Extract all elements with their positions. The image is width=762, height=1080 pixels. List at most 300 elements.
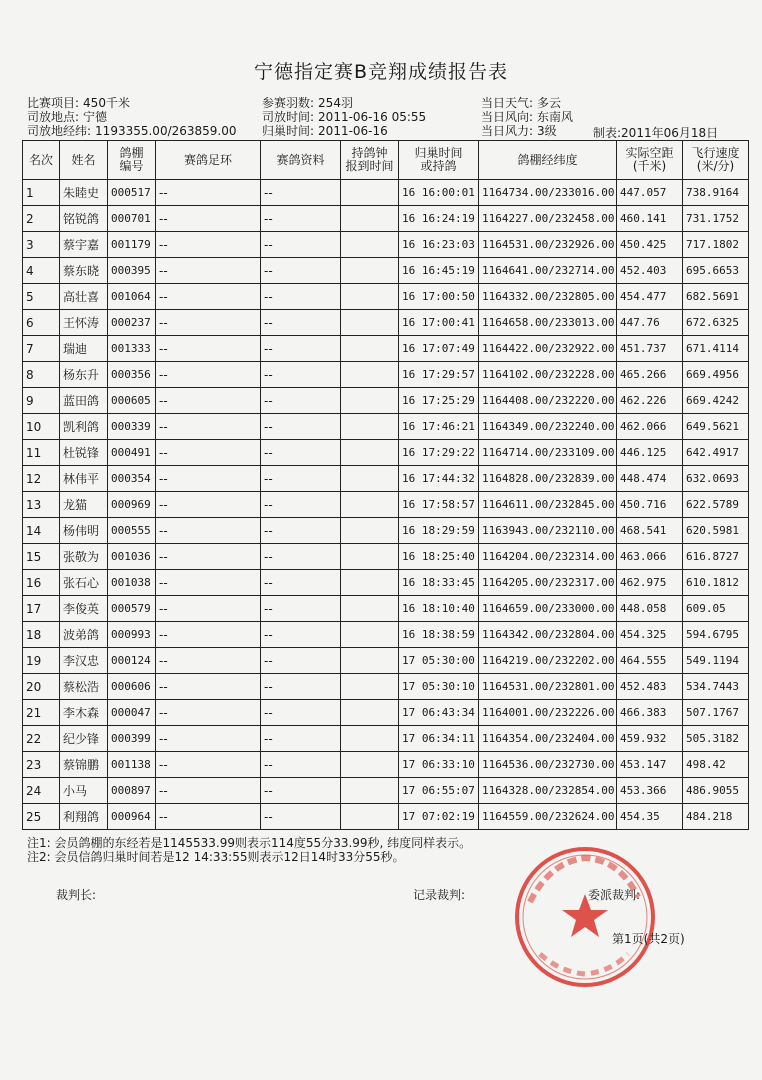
cell-arrival-time: 16 17:00:41 xyxy=(399,310,479,336)
header-info: 赛鸽资料 xyxy=(261,141,341,180)
cell-distance: 462.226 xyxy=(617,388,683,414)
cell-speed: 649.5621 xyxy=(683,414,749,440)
cell-distance: 451.737 xyxy=(617,336,683,362)
cell-info: -- xyxy=(261,648,341,674)
cell-distance: 460.141 xyxy=(617,206,683,232)
table-row xyxy=(23,258,749,284)
header-loft-id: 鸽棚 编号 xyxy=(108,141,156,180)
cell-info: -- xyxy=(261,440,341,466)
delegate-referee-label: 委派裁判: xyxy=(588,888,641,902)
cell-rank: 4 xyxy=(23,258,60,284)
cell-clock-time xyxy=(341,362,399,388)
cell-distance: 452.483 xyxy=(617,674,683,700)
cell-info: -- xyxy=(261,180,341,206)
cell-arrival-time: 16 16:24:19 xyxy=(399,206,479,232)
cell-name: 张敬为 xyxy=(60,544,108,570)
cell-clock-time xyxy=(341,492,399,518)
header-loft-coord: 鸽棚经纬度 xyxy=(479,141,617,180)
wind-direction-label: 当日风向: xyxy=(481,110,534,124)
cell-loft-coord: 1164559.00/232624.00 xyxy=(479,804,617,830)
header-name: 姓名 xyxy=(60,141,108,180)
table-row xyxy=(23,804,749,830)
cell-distance: 448.474 xyxy=(617,466,683,492)
cell-loft-coord: 1164205.00/232317.00 xyxy=(479,570,617,596)
table-row xyxy=(23,336,749,362)
table-row xyxy=(23,622,749,648)
cell-clock-time xyxy=(341,310,399,336)
cell-distance: 463.066 xyxy=(617,544,683,570)
entries-label: 参赛羽数: xyxy=(262,96,315,110)
cell-arrival-time: 17 07:02:19 xyxy=(399,804,479,830)
table-row xyxy=(23,752,749,778)
cell-loft-id: 000339 xyxy=(108,414,156,440)
cell-arrival-time: 16 17:25:29 xyxy=(399,388,479,414)
cell-ring: -- xyxy=(156,804,261,830)
cell-info: -- xyxy=(261,310,341,336)
cell-clock-time xyxy=(341,544,399,570)
time-info-column xyxy=(262,96,426,138)
cell-info: -- xyxy=(261,414,341,440)
cell-info: -- xyxy=(261,492,341,518)
cell-speed: 738.9164 xyxy=(683,180,749,206)
cell-speed: 484.218 xyxy=(683,804,749,830)
cell-rank: 1 xyxy=(23,180,60,206)
cell-name: 纪少锋 xyxy=(60,726,108,752)
header-distance: 实际空距 (千米) xyxy=(617,141,683,180)
cell-distance: 446.125 xyxy=(617,440,683,466)
cell-speed: 498.42 xyxy=(683,752,749,778)
event-label: 比赛项目: xyxy=(27,96,80,110)
cell-rank: 17 xyxy=(23,596,60,622)
cell-loft-id: 001064 xyxy=(108,284,156,310)
cell-loft-coord: 1164714.00/233109.00 xyxy=(479,440,617,466)
cell-clock-time xyxy=(341,466,399,492)
cell-ring: -- xyxy=(156,206,261,232)
cell-info: -- xyxy=(261,336,341,362)
table-row xyxy=(23,232,749,258)
table-row xyxy=(23,518,749,544)
cell-arrival-time: 17 06:55:07 xyxy=(399,778,479,804)
table-row xyxy=(23,206,749,232)
cell-name: 杨东升 xyxy=(60,362,108,388)
cell-loft-coord: 1164204.00/232314.00 xyxy=(479,544,617,570)
cell-clock-time xyxy=(341,440,399,466)
header-ring: 赛鸽足环 xyxy=(156,141,261,180)
cell-arrival-time: 17 06:33:10 xyxy=(399,752,479,778)
cell-rank: 9 xyxy=(23,388,60,414)
table-row xyxy=(23,778,749,804)
cell-distance: 447.76 xyxy=(617,310,683,336)
cell-loft-id: 001036 xyxy=(108,544,156,570)
cell-name: 杜锐锋 xyxy=(60,440,108,466)
return-time-value: 2011-06-16 xyxy=(318,124,388,138)
cell-distance: 448.058 xyxy=(617,596,683,622)
cell-clock-time xyxy=(341,622,399,648)
cell-loft-coord: 1164536.00/232730.00 xyxy=(479,752,617,778)
cell-speed: 717.1802 xyxy=(683,232,749,258)
cell-arrival-time: 16 18:10:40 xyxy=(399,596,479,622)
cell-ring: -- xyxy=(156,674,261,700)
cell-arrival-time: 16 16:23:03 xyxy=(399,232,479,258)
table-row xyxy=(23,596,749,622)
cell-ring: -- xyxy=(156,232,261,258)
cell-ring: -- xyxy=(156,544,261,570)
cell-rank: 3 xyxy=(23,232,60,258)
cell-rank: 19 xyxy=(23,648,60,674)
header-arrival-time: 归巢时间 或持鸽 xyxy=(399,141,479,180)
cell-clock-time xyxy=(341,596,399,622)
cell-loft-coord: 1164342.00/232804.00 xyxy=(479,622,617,648)
cell-distance: 464.555 xyxy=(617,648,683,674)
cell-arrival-time: 16 18:33:45 xyxy=(399,570,479,596)
header-clock-time: 持鸽钟 报到时间 xyxy=(341,141,399,180)
cell-arrival-time: 17 05:30:10 xyxy=(399,674,479,700)
cell-rank: 7 xyxy=(23,336,60,362)
made-date-label: 制表: xyxy=(593,126,622,140)
cell-distance: 454.325 xyxy=(617,622,683,648)
table-row xyxy=(23,440,749,466)
return-time-label: 归巢时间: xyxy=(262,124,315,138)
cell-loft-id: 001038 xyxy=(108,570,156,596)
cell-loft-id: 000395 xyxy=(108,258,156,284)
report-title: 宁德指定赛B竞翔成绩报告表 xyxy=(253,61,509,83)
cell-info: -- xyxy=(261,674,341,700)
cell-ring: -- xyxy=(156,440,261,466)
table-row xyxy=(23,544,749,570)
cell-loft-id: 000969 xyxy=(108,492,156,518)
cell-ring: -- xyxy=(156,622,261,648)
race-info-column xyxy=(27,96,237,138)
cell-info: -- xyxy=(261,518,341,544)
cell-loft-id: 001179 xyxy=(108,232,156,258)
cell-loft-id: 001138 xyxy=(108,752,156,778)
cell-loft-id: 000605 xyxy=(108,388,156,414)
cell-loft-id: 000517 xyxy=(108,180,156,206)
release-time-value: 2011-06-16 05:55 xyxy=(318,110,427,124)
table-row xyxy=(23,570,749,596)
results-table xyxy=(22,140,749,830)
cell-loft-id: 000964 xyxy=(108,804,156,830)
cell-clock-time xyxy=(341,206,399,232)
cell-loft-id: 000491 xyxy=(108,440,156,466)
cell-distance: 466.383 xyxy=(617,700,683,726)
cell-rank: 16 xyxy=(23,570,60,596)
cell-ring: -- xyxy=(156,180,261,206)
cell-loft-id: 000701 xyxy=(108,206,156,232)
release-site-value: 宁德 xyxy=(83,110,108,124)
cell-loft-id: 000897 xyxy=(108,778,156,804)
cell-rank: 24 xyxy=(23,778,60,804)
cell-ring: -- xyxy=(156,310,261,336)
cell-speed: 632.0693 xyxy=(683,466,749,492)
cell-loft-coord: 1164641.00/232714.00 xyxy=(479,258,617,284)
table-row xyxy=(23,674,749,700)
cell-name: 朱睦史 xyxy=(60,180,108,206)
cell-ring: -- xyxy=(156,362,261,388)
cell-arrival-time: 16 16:45:19 xyxy=(399,258,479,284)
cell-clock-time xyxy=(341,258,399,284)
cell-distance: 465.266 xyxy=(617,362,683,388)
cell-distance: 453.147 xyxy=(617,752,683,778)
cell-distance: 447.057 xyxy=(617,180,683,206)
cell-loft-id: 000354 xyxy=(108,466,156,492)
table-row xyxy=(23,362,749,388)
cell-info: -- xyxy=(261,388,341,414)
table-row xyxy=(23,388,749,414)
weather-info-column xyxy=(481,96,573,138)
cell-loft-coord: 1164349.00/232240.00 xyxy=(479,414,617,440)
cell-distance: 462.066 xyxy=(617,414,683,440)
cell-ring: -- xyxy=(156,284,261,310)
cell-clock-time xyxy=(341,284,399,310)
cell-rank: 18 xyxy=(23,622,60,648)
cell-rank: 13 xyxy=(23,492,60,518)
cell-rank: 25 xyxy=(23,804,60,830)
cell-distance: 450.716 xyxy=(617,492,683,518)
cell-ring: -- xyxy=(156,518,261,544)
wind-force-label: 当日风力: xyxy=(481,124,534,138)
cell-loft-coord: 1164408.00/232220.00 xyxy=(479,388,617,414)
cell-loft-coord: 1164328.00/232854.00 xyxy=(479,778,617,804)
cell-name: 林伟平 xyxy=(60,466,108,492)
cell-ring: -- xyxy=(156,752,261,778)
cell-clock-time xyxy=(341,700,399,726)
cell-loft-coord: 1164227.00/232458.00 xyxy=(479,206,617,232)
cell-clock-time xyxy=(341,180,399,206)
cell-ring: -- xyxy=(156,258,261,284)
cell-info: -- xyxy=(261,258,341,284)
made-date-value: 2011年06月18日 xyxy=(621,126,719,140)
cell-speed: 682.5691 xyxy=(683,284,749,310)
table-row xyxy=(23,180,749,206)
cell-name: 蓝田鸽 xyxy=(60,388,108,414)
cell-arrival-time: 16 17:46:21 xyxy=(399,414,479,440)
cell-info: -- xyxy=(261,362,341,388)
cell-loft-coord: 1164422.00/232922.00 xyxy=(479,336,617,362)
cell-rank: 14 xyxy=(23,518,60,544)
cell-loft-coord: 1164658.00/233013.00 xyxy=(479,310,617,336)
cell-ring: -- xyxy=(156,388,261,414)
cell-speed: 507.1767 xyxy=(683,700,749,726)
cell-speed: 731.1752 xyxy=(683,206,749,232)
cell-speed: 486.9055 xyxy=(683,778,749,804)
cell-ring: -- xyxy=(156,648,261,674)
notes xyxy=(27,836,471,864)
cell-loft-id: 000399 xyxy=(108,726,156,752)
cell-ring: -- xyxy=(156,570,261,596)
cell-speed: 610.1812 xyxy=(683,570,749,596)
cell-clock-time xyxy=(341,232,399,258)
cell-info: -- xyxy=(261,544,341,570)
cell-info: -- xyxy=(261,752,341,778)
cell-arrival-time: 16 18:38:59 xyxy=(399,622,479,648)
table-row xyxy=(23,492,749,518)
table-row xyxy=(23,700,749,726)
cell-clock-time xyxy=(341,752,399,778)
cell-distance: 450.425 xyxy=(617,232,683,258)
cell-distance: 462.975 xyxy=(617,570,683,596)
table-row xyxy=(23,648,749,674)
cell-loft-coord: 1164219.00/232202.00 xyxy=(479,648,617,674)
cell-loft-coord: 1164531.00/232926.00 xyxy=(479,232,617,258)
made-date xyxy=(593,124,718,141)
cell-name: 李俊英 xyxy=(60,596,108,622)
cell-info: -- xyxy=(261,804,341,830)
release-time-label: 司放时间: xyxy=(262,110,315,124)
cell-loft-id: 000047 xyxy=(108,700,156,726)
cell-loft-id: 000124 xyxy=(108,648,156,674)
cell-loft-coord: 1164828.00/232839.00 xyxy=(479,466,617,492)
cell-info: -- xyxy=(261,232,341,258)
table-row xyxy=(23,726,749,752)
cell-ring: -- xyxy=(156,778,261,804)
cell-info: -- xyxy=(261,726,341,752)
cell-clock-time xyxy=(341,570,399,596)
table-row xyxy=(23,414,749,440)
cell-speed: 669.4956 xyxy=(683,362,749,388)
cell-rank: 11 xyxy=(23,440,60,466)
cell-clock-time xyxy=(341,726,399,752)
cell-name: 铭锐鸽 xyxy=(60,206,108,232)
official-seal-stamp xyxy=(510,842,660,992)
cell-loft-id: 000993 xyxy=(108,622,156,648)
weather-value: 多云 xyxy=(537,96,562,110)
cell-clock-time xyxy=(341,414,399,440)
cell-speed: 620.5981 xyxy=(683,518,749,544)
cell-speed: 609.05 xyxy=(683,596,749,622)
table-header-row xyxy=(23,141,749,180)
cell-info: -- xyxy=(261,622,341,648)
wind-direction-value: 东南风 xyxy=(537,110,574,124)
cell-speed: 616.8727 xyxy=(683,544,749,570)
cell-rank: 15 xyxy=(23,544,60,570)
header-speed: 飞行速度 (米/分) xyxy=(683,141,749,180)
table-row xyxy=(23,466,749,492)
event-value: 450千米 xyxy=(83,96,130,110)
cell-clock-time xyxy=(341,388,399,414)
cell-loft-coord: 1164332.00/232805.00 xyxy=(479,284,617,310)
cell-name: 蔡宇嘉 xyxy=(60,232,108,258)
release-coord-value: 1193355.00/263859.00 xyxy=(95,124,237,138)
cell-ring: -- xyxy=(156,726,261,752)
table-row xyxy=(23,310,749,336)
cell-name: 王怀涛 xyxy=(60,310,108,336)
cell-info: -- xyxy=(261,284,341,310)
cell-rank: 8 xyxy=(23,362,60,388)
cell-speed: 671.4114 xyxy=(683,336,749,362)
cell-arrival-time: 16 17:44:32 xyxy=(399,466,479,492)
cell-info: -- xyxy=(261,778,341,804)
cell-arrival-time: 16 17:58:57 xyxy=(399,492,479,518)
cell-arrival-time: 16 16:00:01 xyxy=(399,180,479,206)
cell-distance: 454.35 xyxy=(617,804,683,830)
cell-speed: 672.6325 xyxy=(683,310,749,336)
cell-rank: 5 xyxy=(23,284,60,310)
cell-distance: 459.932 xyxy=(617,726,683,752)
cell-rank: 10 xyxy=(23,414,60,440)
cell-ring: -- xyxy=(156,596,261,622)
chief-referee-label: 裁判长: xyxy=(56,888,97,902)
cell-loft-id: 000579 xyxy=(108,596,156,622)
cell-distance: 453.366 xyxy=(617,778,683,804)
cell-distance: 468.541 xyxy=(617,518,683,544)
note-2: 注2: 会员信鸽归巢时间若是12 14:33:55则表示12日14时33分55秒。 xyxy=(27,850,405,864)
cell-name: 小马 xyxy=(60,778,108,804)
cell-distance: 454.477 xyxy=(617,284,683,310)
cell-arrival-time: 16 17:07:49 xyxy=(399,336,479,362)
cell-clock-time xyxy=(341,674,399,700)
cell-info: -- xyxy=(261,570,341,596)
cell-name: 蔡锦鹏 xyxy=(60,752,108,778)
cell-loft-coord: 1164354.00/232404.00 xyxy=(479,726,617,752)
cell-loft-coord: 1164734.00/233016.00 xyxy=(479,180,617,206)
cell-name: 高壮喜 xyxy=(60,284,108,310)
cell-distance: 452.403 xyxy=(617,258,683,284)
header-rank: 名次 xyxy=(23,141,60,180)
cell-loft-id: 000237 xyxy=(108,310,156,336)
cell-loft-coord: 1164531.00/232801.00 xyxy=(479,674,617,700)
cell-ring: -- xyxy=(156,700,261,726)
cell-loft-coord: 1164001.00/232226.00 xyxy=(479,700,617,726)
cell-rank: 22 xyxy=(23,726,60,752)
cell-name: 蔡松浩 xyxy=(60,674,108,700)
cell-arrival-time: 16 17:00:50 xyxy=(399,284,479,310)
cell-rank: 2 xyxy=(23,206,60,232)
wind-force-value: 3级 xyxy=(537,124,557,138)
cell-loft-coord: 1164659.00/233000.00 xyxy=(479,596,617,622)
cell-loft-id: 000555 xyxy=(108,518,156,544)
cell-speed: 642.4917 xyxy=(683,440,749,466)
cell-rank: 20 xyxy=(23,674,60,700)
cell-name: 波弟鸽 xyxy=(60,622,108,648)
cell-rank: 12 xyxy=(23,466,60,492)
cell-ring: -- xyxy=(156,336,261,362)
cell-name: 龙猫 xyxy=(60,492,108,518)
weather-label: 当日天气: xyxy=(481,96,534,110)
cell-loft-id: 000356 xyxy=(108,362,156,388)
cell-loft-coord: 1164611.00/232845.00 xyxy=(479,492,617,518)
cell-loft-coord: 1163943.00/232110.00 xyxy=(479,518,617,544)
cell-info: -- xyxy=(261,466,341,492)
cell-clock-time xyxy=(341,648,399,674)
cell-arrival-time: 16 17:29:22 xyxy=(399,440,479,466)
cell-speed: 622.5789 xyxy=(683,492,749,518)
cell-speed: 594.6795 xyxy=(683,622,749,648)
cell-clock-time xyxy=(341,804,399,830)
cell-speed: 534.7443 xyxy=(683,674,749,700)
cell-ring: -- xyxy=(156,466,261,492)
cell-info: -- xyxy=(261,206,341,232)
cell-ring: -- xyxy=(156,414,261,440)
cell-name: 杨伟明 xyxy=(60,518,108,544)
cell-name: 蔡东晓 xyxy=(60,258,108,284)
recording-referee-label: 记录裁判: xyxy=(413,888,466,902)
cell-arrival-time: 17 06:43:34 xyxy=(399,700,479,726)
cell-speed: 505.3182 xyxy=(683,726,749,752)
cell-speed: 549.1194 xyxy=(683,648,749,674)
cell-speed: 669.4242 xyxy=(683,388,749,414)
cell-info: -- xyxy=(261,700,341,726)
cell-rank: 6 xyxy=(23,310,60,336)
cell-clock-time xyxy=(341,336,399,362)
cell-arrival-time: 17 05:30:00 xyxy=(399,648,479,674)
cell-arrival-time: 16 17:29:57 xyxy=(399,362,479,388)
release-coord-label: 司放地经纬: xyxy=(27,124,92,138)
cell-speed: 695.6653 xyxy=(683,258,749,284)
cell-name: 利翔鸽 xyxy=(60,804,108,830)
cell-name: 李汉忠 xyxy=(60,648,108,674)
cell-loft-id: 001333 xyxy=(108,336,156,362)
